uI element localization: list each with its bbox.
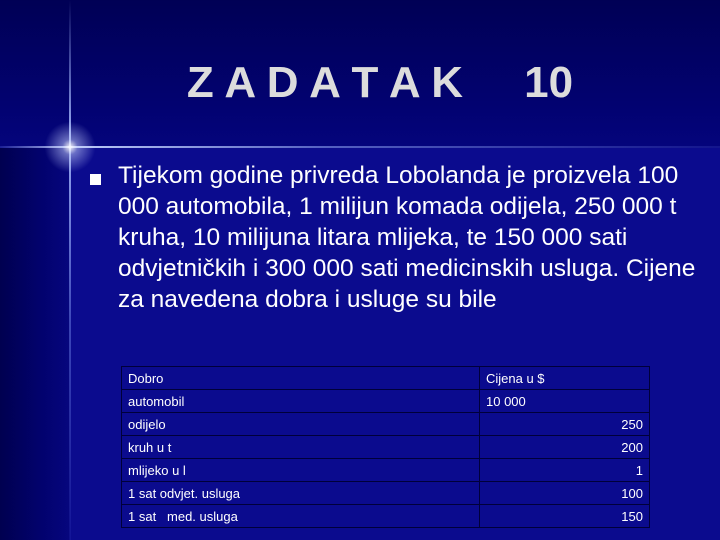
good-name: automobil	[122, 390, 480, 413]
table-row	[122, 436, 650, 459]
table-header-row	[122, 367, 650, 390]
slide-title: Z A D A T A K 10	[186, 58, 574, 107]
price-table	[121, 366, 650, 528]
table-row	[122, 413, 650, 436]
good-price: 200	[480, 436, 650, 459]
header-good: Dobro	[122, 367, 480, 390]
good-name: 1 sat odvjet. usluga	[122, 482, 480, 505]
decorative-horizontal-line	[0, 146, 720, 148]
good-price: 1	[480, 459, 650, 482]
bullet-square-icon	[90, 174, 101, 185]
good-price: 100	[480, 482, 650, 505]
good-price: 250	[480, 413, 650, 436]
good-name: kruh u t	[122, 436, 480, 459]
table-row	[122, 459, 650, 482]
good-price: 150	[480, 505, 650, 528]
task-description: Tijekom godine privreda Lobolanda je proizvela 100 000 automobila, 1 milijun komada odijela, 250 000 t kruha, 10 milijuna litara mlijeka, te 150 000 sati odvjetničkih i 300 000 sati medicinskih usluga. Cijene za navedena dobra i usluge su bile	[118, 162, 696, 313]
table-row	[122, 390, 650, 413]
decorative-star-glow	[40, 117, 100, 177]
good-name: mlijeko u l	[122, 459, 480, 482]
good-name: odijelo	[122, 413, 480, 436]
good-name: 1 sat med. usluga	[122, 505, 480, 528]
good-price: 10 000	[480, 390, 650, 413]
table-row	[122, 482, 650, 505]
header-price: Cijena u $	[480, 367, 650, 390]
table-row	[122, 505, 650, 528]
